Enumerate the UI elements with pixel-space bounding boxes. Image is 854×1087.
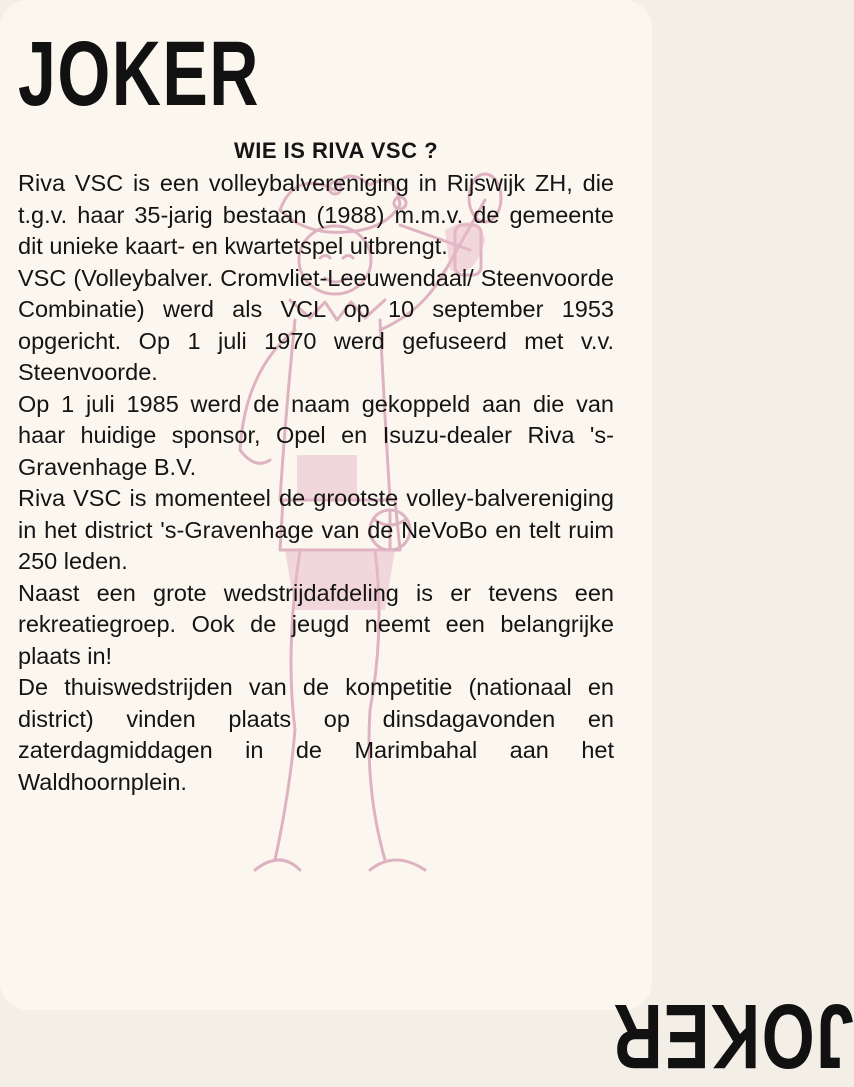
- paragraph: Naast een grote wedstrijdafdeling is er tevens een rekreatiegroep. Ook de jeugd neemt een belangrijke plaats in!: [18, 579, 614, 669]
- corner-label-top: JOKER: [18, 23, 260, 125]
- card-body-text: [18, 168, 614, 798]
- card-heading: WIE IS RIVA VSC ?: [233, 138, 439, 163]
- paragraph: De thuiswedstrijden van de kompetitie (nationaal en district) vinden plaats op dinsdagavonden en zaterdagmiddagen in de Marimbahal aan het Waldhoornplein.: [18, 674, 614, 795]
- paragraph: VSC (Volleybalver. Cromvliet-Leeuwendaal/ Steenvoorde Combinatie) werd als VCL op 10 september 1953 opgericht. Op 1 juli 1970 werd gefuseerd met v.v. Steenvoorde.: [18, 264, 614, 385]
- paragraph: Op 1 juli 1985 werd de naam gekoppeld aan die van haar huidige sponsor, Opel en Isuzu-dealer Riva 's-Gravenhage B.V.: [18, 390, 614, 480]
- corner-label-bottom: JOKER: [612, 985, 854, 1087]
- paragraph: Riva VSC is momenteel de grootste volley-balvereniging in het district 's-Gravenhage van de NeVoBo en telt ruim 250 leden.: [18, 485, 614, 574]
- paragraph: Riva VSC is een volleybalvereniging in Rijswijk ZH, die t.g.v. haar 35-jarig bestaan (1988) m.m.v. de gemeente dit unieke kaart- en kwartetspel uitbrengt.: [18, 170, 614, 259]
